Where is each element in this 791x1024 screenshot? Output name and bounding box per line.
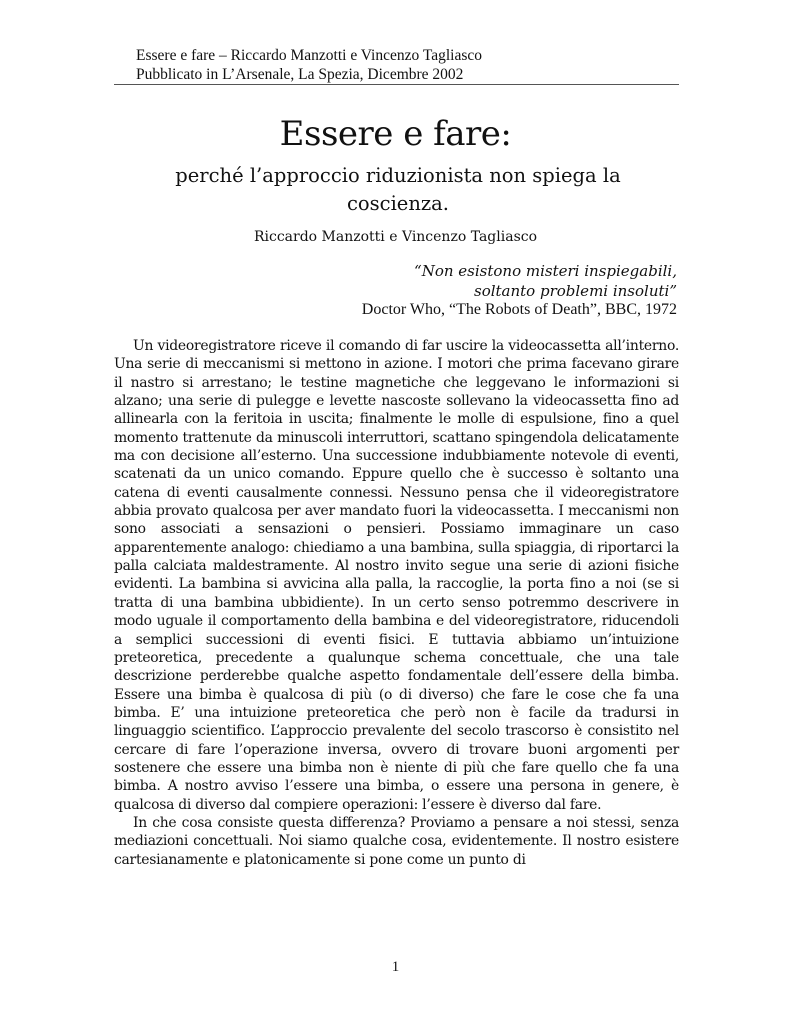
header-line-1: Essere e fare – Riccardo Manzotti e Vincenzo Tagliasco	[136, 47, 483, 64]
page-subtitle: perché l’approccio riduzionista non spiega la coscienza.	[175, 164, 621, 215]
epigraph-source: Doctor Who, “The Robots of Death”, BBC, 1972	[361, 301, 677, 318]
running-header	[136, 46, 482, 84]
header-line-2: Pubblicato in L’Arsenale, La Spezia, Dicembre 2002	[136, 66, 464, 83]
paragraph: In che cosa consiste questa differenza? Proviamo a pensare a noi stessi, senza mediazioni concettuali. Noi siamo qualche cosa, evidentemente. Il nostro esistere cartesianamente e platonicamente si pone come un punto di	[114, 814, 679, 868]
body-text	[114, 337, 679, 869]
page-title: Essere e fare:	[279, 114, 512, 154]
paragraph: Un videoregistratore riceve il comando di far uscire la videocassetta all’interno. Una serie di meccanismi si mettono in azione. I motori che prima facevano girare il nastro si arrestano; le testine magnetiche che leggevano le informazioni si alzano; una serie di pulegge e levette nascoste sollevano la videocassetta fino ad allinearla con la feritoia in uscita; finalmente le molle di espulsione, fino a quel momento trattenute da minuscoli interruttori, scattano spingendola delicatamente ma con decisione all’esterno. Una successione indubbiamente notevole di eventi, scatenati da un unico comando. Eppure quello che è successo è soltanto una catena di eventi causalmente connessi. Nessuno pensa che il videoregistratore abbia provato qualcosa per aver mandato fuori la videocassetta. I meccanismi non sono associati a sensazioni o pensieri. Possiamo immaginare un caso apparentemente analogo: chiediamo a una bambina, sulla spiaggia, di riportarci la palla calciata maldestramente. Al nostro invito segue una serie di azioni fisiche evidenti. La bambina si avvicina alla palla, la raccoglie, la porta fino a noi (se si tratta di una bambina ubbidiente). In un certo senso potremmo descrivere in modo uguale il comportamento della bambina e del videoregistratore, riducendoli a semplici successioni di eventi fisici. E tuttavia abbiamo un’intuizione preteoretica, precedente a qualunque schema concettuale, che una tale descrizione perderebbe qualche aspetto fondamentale dell’essere della bimba. Essere una bimba è qualcosa di più (o di diverso) che fare le cose che fa una bimba. E’ una intuizione preteoretica che però non è facile da tradursi in linguaggio scientifico. L’approccio prevalente del secolo trascorso è consistito nel cercare di fare l’operazione inversa, ovvero di trovare buoni argomenti per sostenere che essere una bimba non è niente di più che fare quello che fa una bimba. A nostro avviso l’essere una bimba, o essere una persona in genere, è qualcosa di diverso dal compiere operazioni: l’essere è diverso dal fare.	[114, 338, 679, 813]
authors: Riccardo Manzotti e Vincenzo Tagliasco	[253, 229, 538, 245]
page-number: 1	[391, 959, 400, 975]
epigraph-line-1: “Non esistono misteri inspiegabili,	[414, 262, 677, 280]
header-divider	[114, 84, 679, 85]
epigraph-quote	[414, 261, 677, 301]
epigraph-line-2: soltanto problemi insoluti”	[474, 282, 677, 300]
